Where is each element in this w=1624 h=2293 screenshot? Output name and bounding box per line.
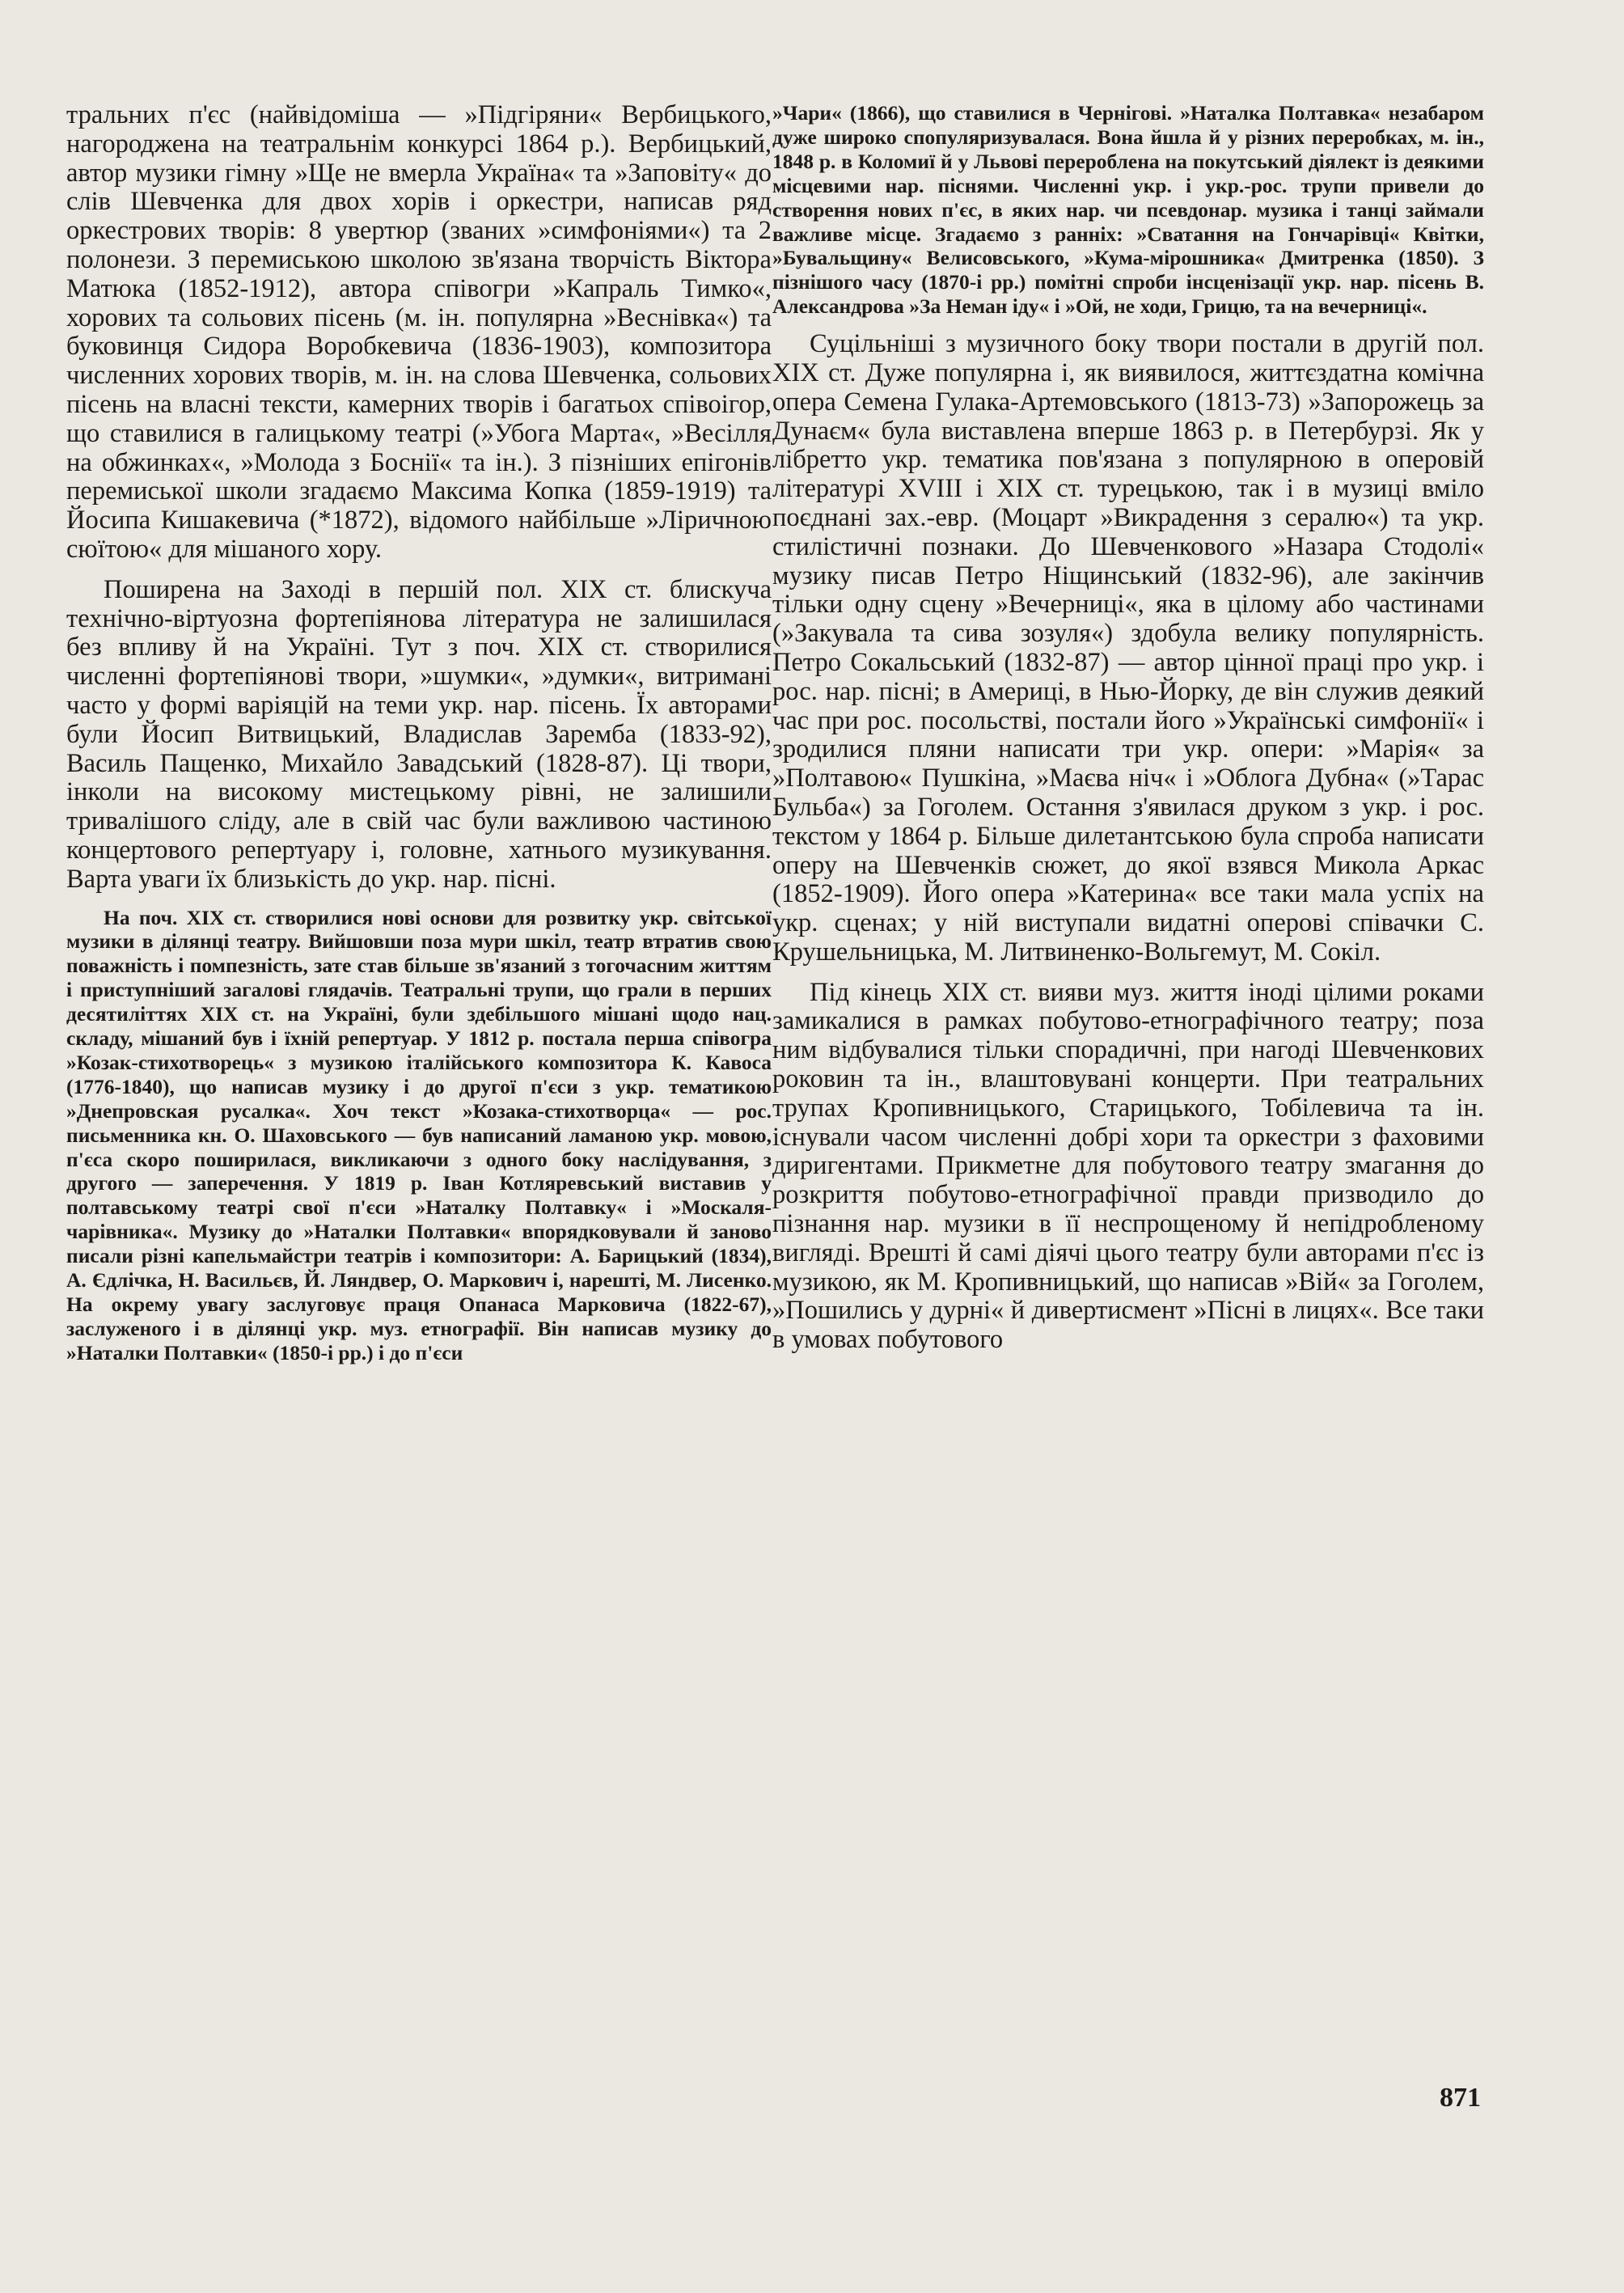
right-column [772, 101, 1484, 1355]
paragraph-small-print: На поч. XIX ст. створилися нові основи для розвитку укр. світської музики в ділянці театру. Вийшовши поза мури шкіл, театр втратив свою поважність і помпезність, зате став більше зв'язаний з тогочасним життям і приступніший загалові глядачів. Театральні трупи, що грали в перших десятиліттях XIX ст. на Україні, були здебільшого мішані щодо нац. складу, мішаний був і їхній репертуар. У 1812 р. постала перша співогра »Козак-стихотворець« з музикою італійського композитора К. Кавоса (1776-1840), що написав музику і до другої п'єси з укр. тематикою »Днепровская русалка«. Хоч текст »Козака-стихотворца« — рос. письменника кн. О. Шаховського — був написаний ламаною укр. мовою, п'єса скоро поширилася, викликаючи з одного боку наслідування, з другого — заперечення. У 1819 р. Іван Котляревський виставив у полтавському театрі свої п'єси »Наталку Полтавку« і »Москаля-чарівника«. Музику до »Наталки Полтавки« впорядковували й заново писали різні капельмайстри театрів і композитори: А. Барицький (1834), А. Єдлічка, Н. Васильєв, Й. Ляндвер, О. Маркович і, нарешті, М. Лисенко. На окрему увагу заслуговує праця Опанаса Марковича (1822-67), заслуженого і в ділянці укр. муз. етнографії. Він написав музику до »Наталки Полтавки« (1850-і рр.) і до п'єси [66, 905, 772, 1364]
paragraph: тральних п'єс (найвідоміша — »Підгіряни« Вербицького, нагороджена на театральнім конкурсі 1864 р.). Вербицький, автор музики гімну »Ще не вмерла Україна« та »Заповіту« до слів Шевченка для двох хорів і оркестри, написав ряд оркестрових творів: 8 увертюр (званих »симфоніями«) та 2 полонези. З перемиською школою зв'язана творчість Віктора Матюка (1852-1912), автора співогри »Капраль Тимко«, хорових та сольових пісень (м. ін. популярна »Веснівка«) та буковинця Сидора Воробкевича (1836-1903), композитора численних хорових творів, м. ін. на слова Шевченка, сольових пісень на власні тексти, камерних творів і багатьох співоігор, що ставилися в галицькому театрі (»Убога Марта«, »Весілля на обжинках«, »Молода з Боснії« та ін.). З пізніших епігонів перемиської школи згадаємо Максима Копка (1859-1919) та Йосипа Кишакевича (*1872), відомого найбільше »Ліричною сюїтою« для мішаного хору. [66, 100, 772, 564]
paragraph: Суцільніші з музичного боку твори постали в другій пол. XIX ст. Дуже популярна і, як виявилося, життєздатна комічна опера Семена Гулака-Артемовського (1813-73) »Запорожець за Дунаєм« була виставлена вперше 1863 р. в Петербурзі. Як у лібретто укр. тематика пов'язана з популярною в оперовій літературі XVIII і XIX ст. турецькою, так і в музиці вміло поєднані зах.-евр. (Моцарт »Викрадення з сералю«) та укр. стилістичні познаки. До Шевченкового »Назара Стодолі« музику писав Петро Ніщинський (1832-96), але закінчив тільки одну сцену »Вечерниці«, яка в цілому або частинами (»Закувала та сива зозуля«) здобула велику популярність. Петро Сокальський (1832-87) — автор цінної праці про укр. і рос. нар. пісні; в Америці, в Нью-Йорку, де він служив деякий час при рос. посольстві, постали його »Українські симфонії« і зродилися пляни написати три укр. опери: »Марія« за »Полтавою« Пушкіна, »Маєва ніч« і »Облога Дубна« (»Тарас Бульба«) за Гоголем. Остання з'явилася друком з укр. і рос. текстом у 1864 р. Більше дилетантською була спроба написати оперу на Шевченків сюжет, до якої взявся Микола Аркас (1852-1909). Його опера »Катерина« все таки мала успіх на укр. сценах; у ній виступали видатні оперові співачки С. Крушельницька, М. Литвиненко-Вольгемут, М. Сокіл. [772, 329, 1484, 967]
page-number: 871 [1440, 2083, 1481, 2113]
paragraph: Поширена на Заході в першій пол. XIX ст. блискуча технічно-віртуозна фортепіянова література не залишилася без впливу й на Україні. Тут з поч. XIX ст. створилися численні фортепіянові твори, »шумки«, »думки«, витримані часто у формі варіяцій на теми укр. нар. пісень. Їх авторами були Йосип Витвицький, Владислав Заремба (1833-92), Василь Пащенко, Михайло Завадський (1828-87). Ці твори, інколи на високому мистецькому рівні, не залишили тривалішого сліду, але в свій час були важливою частиною концертового репертуару і, головне, хатнього музикування. Варта уваги їх близькість до укр. нар. пісні. [66, 574, 772, 894]
paragraph: Під кінець XIX ст. вияви муз. життя іноді цілими роками замикалися в рамках побутово-етнографічного театру; поза ним відбувалися тільки спорадичні, при нагоді Шевченкових роковин та ін., влаштовувані концерти. При театральних трупах Кропивницького, Старицького, Тобілевича та ін. існували часом численні добрі хори та оркестри з фаховими диригентами. Прикметне для побутового театру змагання до розкриття побутово-етнографічної правди призводило до пізнання нар. музики в її неспрощеному й непідробленому вигляді. Врешті й самі діячі цього театру були авторами п'єс із музикою, як М. Кропивницький, що написав »Вій« за Гоголем, »Пошились у дурні« й дивертисмент »Пісні в лицях«. Все таки в умовах побутового [772, 977, 1484, 1355]
paragraph-small-print: »Чари« (1866), що ставилися в Чернігові. »Наталка Полтавка« незабаром дуже широко спопуляризувалася. Вона йшла й у різних переробках, м. ін., 1848 р. в Коломиї й у Львові перероблена на покутський діялект із деякими місцевими нар. піснями. Численні укр. і укр.-рос. трупи привели до створення нових п'єс, в яких нар. чи псевдонар. музика і танці займали важливе місце. Згадаємо з ранніх: »Сватання на Гончарівці« Квітки, »Бувальщину« Велисовського, »Кума-мірошника« Дмитренка (1850). З пізнішого часу (1870-і рр.) помітні спроби інсценізації укр. нар. пісень В. Александрова »За Неман іду« і »Ой, не ходи, Грицю, та на вечерниці«. [772, 101, 1484, 319]
left-column [66, 101, 772, 1365]
